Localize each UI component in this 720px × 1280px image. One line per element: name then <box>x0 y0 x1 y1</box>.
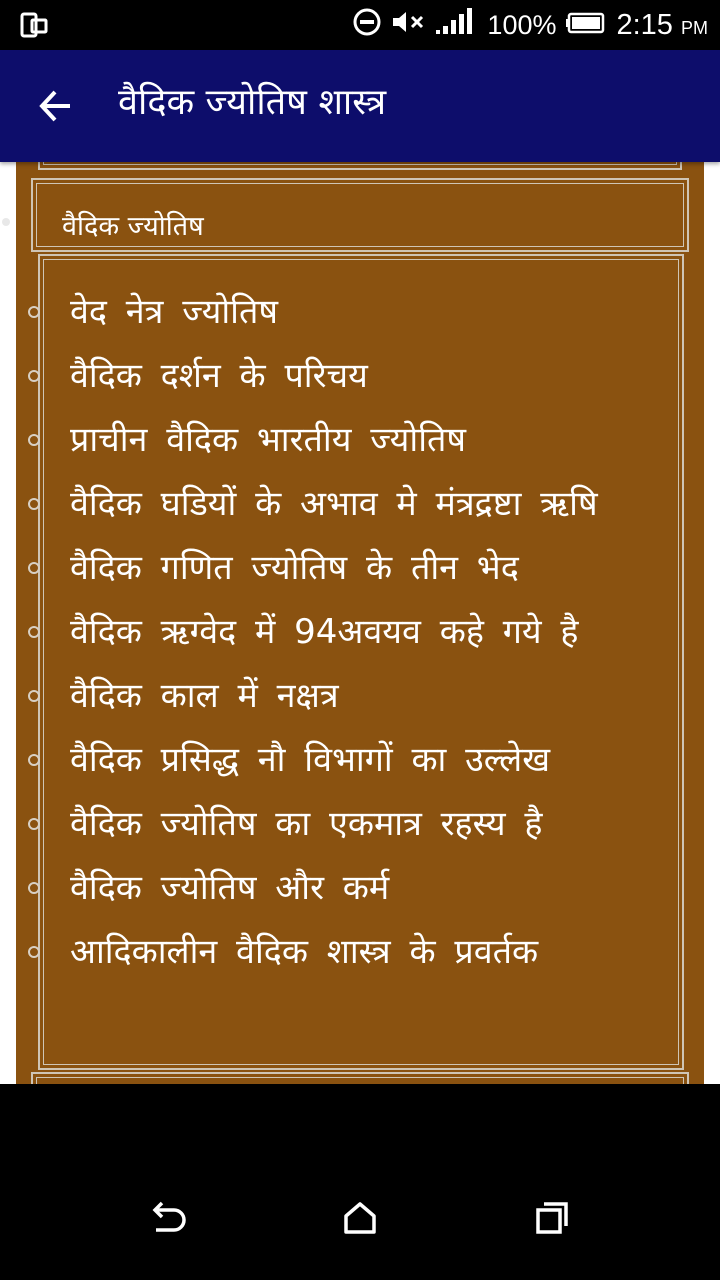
topic-item[interactable] <box>16 792 704 856</box>
bullet-circle-icon <box>28 306 40 318</box>
battery-icon <box>566 10 606 41</box>
topic-label: वैदिक घडियों के अभाव मे मंत्रद्रष्टा ऋषि <box>70 484 598 524</box>
bullet-circle-icon <box>28 946 40 958</box>
topic-item[interactable] <box>16 600 704 664</box>
topic-label: वैदिक गणित ज्योतिष के तीन भेद <box>70 548 519 588</box>
clock-time: 2:15 <box>616 8 673 41</box>
screen-rotate-icon <box>20 12 48 38</box>
home-icon <box>338 1196 382 1240</box>
topic-label: वैदिक दर्शन के परिचय <box>70 356 368 396</box>
back-button[interactable] <box>36 86 76 126</box>
frame-border-top <box>38 162 682 170</box>
app-bar <box>0 50 720 162</box>
section-title: वैदिक ज्योतिष <box>62 211 204 242</box>
bullet-circle-icon <box>28 690 40 702</box>
bullet-circle-icon <box>28 754 40 766</box>
arrow-left-icon <box>38 88 74 124</box>
bullet-circle-icon <box>28 370 40 382</box>
mute-icon <box>391 9 425 42</box>
content-area[interactable] <box>0 162 720 1084</box>
clock-ampm: PM <box>681 17 708 38</box>
bullet-circle-icon <box>28 882 40 894</box>
clock <box>616 9 708 42</box>
bullet-circle-icon <box>28 562 40 574</box>
topic-label: प्राचीन वैदिक भारतीय ज्योतिष <box>70 420 467 460</box>
topic-item[interactable] <box>16 408 704 472</box>
topic-item[interactable] <box>16 664 704 728</box>
back-nav-icon <box>146 1196 190 1240</box>
topic-label: वैदिक काल में नक्षत्र <box>70 676 339 716</box>
page-indicator-dot <box>2 218 10 226</box>
bullet-circle-icon <box>28 498 40 510</box>
topic-item[interactable] <box>16 344 704 408</box>
topic-label: वैदिक ज्योतिष और कर्म <box>70 868 390 908</box>
topic-item[interactable] <box>16 856 704 920</box>
bullet-circle-icon <box>28 434 40 446</box>
topic-list <box>16 280 704 984</box>
topic-label: वेद नेत्र ज्योतिष <box>70 292 279 332</box>
back-nav-button[interactable] <box>146 1196 190 1240</box>
topic-label: वैदिक ऋग्वेद में 94अवयव कहे गये है <box>70 612 579 652</box>
recents-nav-button[interactable] <box>530 1196 574 1240</box>
topic-label: वैदिक ज्योतिष का एकमात्र रहस्य है <box>70 804 543 844</box>
bullet-circle-icon <box>28 818 40 830</box>
page-title: वैदिक ज्योतिष शास्त्र <box>118 82 387 123</box>
navigation-bar <box>0 1084 720 1280</box>
topic-item[interactable] <box>16 536 704 600</box>
home-nav-button[interactable] <box>338 1196 382 1240</box>
battery-percent: 100% <box>487 9 557 40</box>
topic-item[interactable] <box>16 472 616 536</box>
topic-label: आदिकालीन वैदिक शास्त्र के प्रवर्तक <box>70 932 539 972</box>
bullet-circle-icon <box>28 626 40 638</box>
topic-item[interactable] <box>16 920 704 984</box>
do-not-disturb-icon <box>353 8 381 43</box>
topic-item[interactable] <box>16 280 704 344</box>
signal-icon <box>435 8 477 43</box>
frame-border-bottom <box>31 1072 689 1084</box>
status-bar <box>0 0 720 50</box>
topic-label: वैदिक प्रसिद्ध नौ विभागों का उल्लेख <box>70 740 551 780</box>
recents-icon <box>530 1196 574 1240</box>
topic-panel <box>16 162 704 1084</box>
topic-item[interactable] <box>16 728 704 792</box>
